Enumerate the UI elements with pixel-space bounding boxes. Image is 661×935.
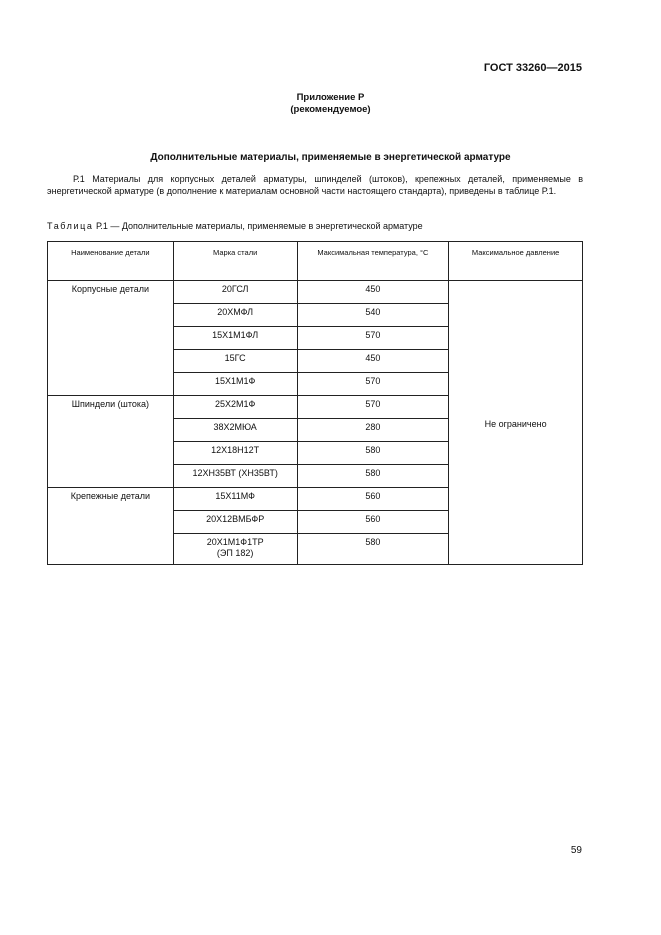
table-row <box>48 281 583 304</box>
temperature-cell: 580 <box>297 534 449 565</box>
steel-grade-cell: 25Х2М1Ф <box>173 396 297 419</box>
steel-grade-cell: 20ХМФЛ <box>173 304 297 327</box>
column-header-temperature: Максимальная температура, °С <box>297 242 449 281</box>
column-header-pressure: Максимальное давление <box>449 242 583 281</box>
temperature-cell: 450 <box>297 350 449 373</box>
table-header-row <box>48 242 583 281</box>
intro-paragraph: Р.1 Материалы для корпусных деталей арматуры, шпинделей (штоков), крепежных деталей, применяемые в энергетической арматуре (в дополнение к материалам основной части настоящего стандарта), приведены в таблице Р.1. <box>47 174 583 196</box>
column-header-part: Наименование детали <box>48 242 174 281</box>
section-title: Дополнительные материалы, применяемые в энергетической арматуре <box>150 152 511 163</box>
table-caption <box>47 221 423 231</box>
steel-grade-cell <box>173 534 297 565</box>
temperature-cell: 280 <box>297 419 449 442</box>
part-name-cell: Крепежные детали <box>48 488 174 565</box>
steel-grade-cell: 38Х2МЮА <box>173 419 297 442</box>
temperature-cell: 570 <box>297 373 449 396</box>
temperature-cell: 570 <box>297 396 449 419</box>
temperature-cell: 560 <box>297 511 449 534</box>
pressure-cell: Не ограничено <box>449 281 583 565</box>
appendix-heading <box>0 92 661 116</box>
table-caption-label: Таблица <box>47 221 94 231</box>
standard-code: ГОСТ 33260—2015 <box>483 62 582 74</box>
table-caption-text: Р.1 — Дополнительные материалы, применяемые в энергетической арматуре <box>96 221 423 231</box>
materials-table <box>47 241 583 565</box>
steel-grade-cell: 12ХН35ВТ (ХН35ВТ) <box>173 465 297 488</box>
steel-grade-cell: 20Х12ВМБФР <box>173 511 297 534</box>
temperature-cell: 450 <box>297 281 449 304</box>
temperature-cell: 540 <box>297 304 449 327</box>
temperature-cell: 580 <box>297 465 449 488</box>
temperature-cell: 580 <box>297 442 449 465</box>
temperature-cell: 560 <box>297 488 449 511</box>
page-number: 59 <box>570 845 582 856</box>
steel-grade-cell: 12Х18Н12Т <box>173 442 297 465</box>
steel-grade-line: (ЭП 182) <box>216 548 254 558</box>
column-header-grade: Марка стали <box>173 242 297 281</box>
steel-grade-cell: 15Х1М1ФЛ <box>173 327 297 350</box>
temperature-cell: 570 <box>297 327 449 350</box>
part-name-cell: Шпиндели (штока) <box>48 396 174 488</box>
steel-grade-cell: 15Х1М1Ф <box>173 373 297 396</box>
steel-grade-cell: 15ГС <box>173 350 297 373</box>
steel-grade-cell: 20ГСЛ <box>173 281 297 304</box>
appendix-title: Приложение Р <box>296 92 365 103</box>
steel-grade-cell: 15Х11МФ <box>173 488 297 511</box>
appendix-subtitle: (рекомендуемое) <box>290 104 371 115</box>
steel-grade-line: 20Х1М1Ф1ТР <box>206 537 264 547</box>
part-name-cell: Корпусные детали <box>48 281 174 396</box>
